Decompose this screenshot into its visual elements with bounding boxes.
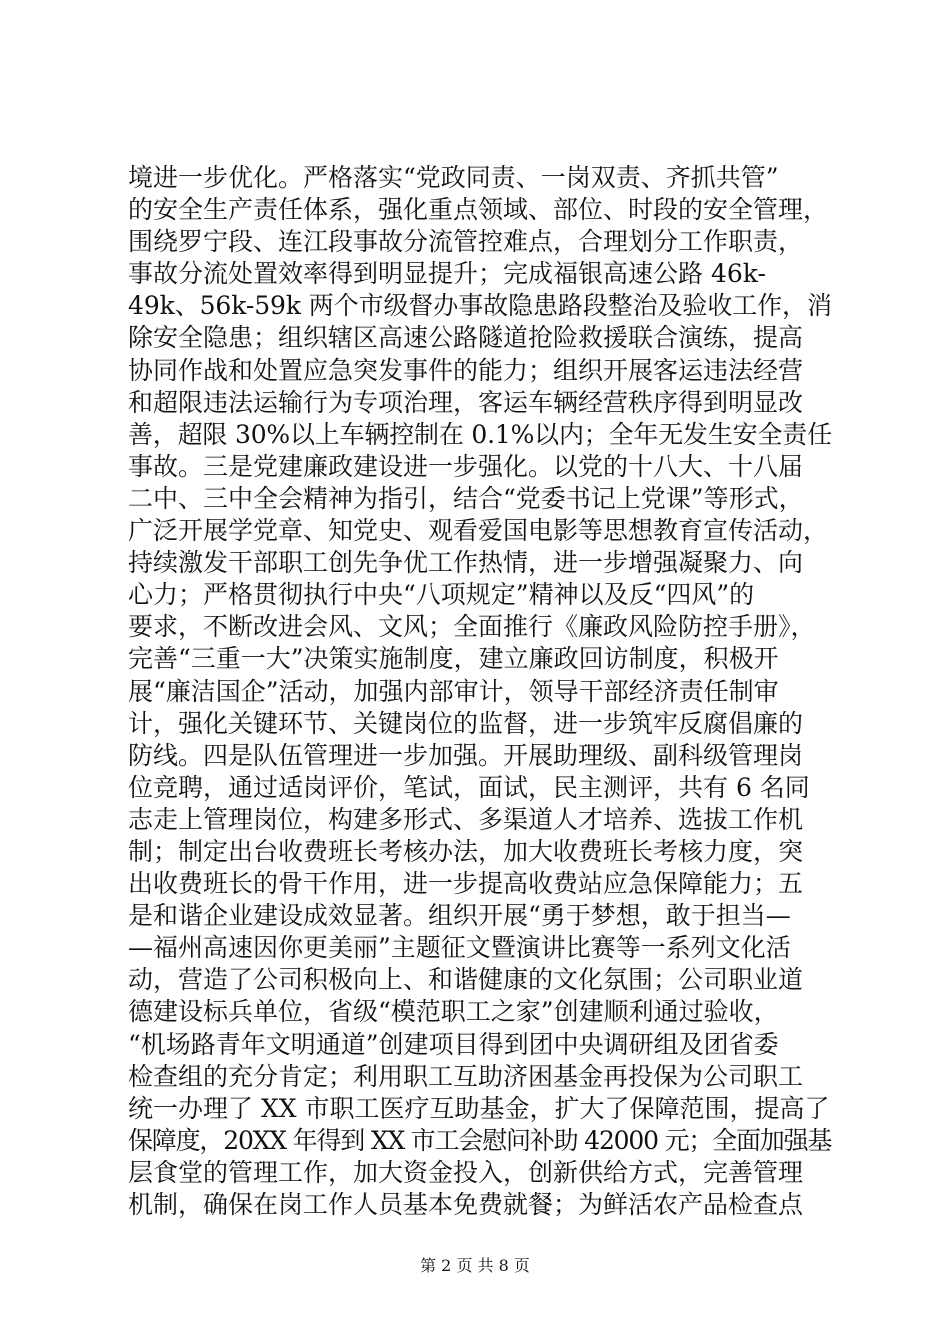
page-footer: 第 2 页 共 8 页 (420, 1256, 530, 1275)
body-paragraph (128, 162, 832, 1221)
text-line: 完善“三重一大”决策实施制度，建立廉政回访制度，积极开 (128, 644, 779, 674)
text-line: 和超限违法运输行为专项治理，客运车辆经营秩序得到明显改 (128, 387, 804, 417)
text-line: 层食堂的管理工作，加大资金投入，创新供给方式，完善管理 (128, 1157, 804, 1187)
text-line: —福州高速因你更美丽”主题征文暨演讲比赛等一系列文化活 (128, 933, 791, 963)
text-line: 制；制定出台收费班长考核办法，加大收费班长考核力度，突 (128, 836, 804, 866)
text-line: 出收费班长的骨干作用，进一步提高收费站应急保障能力；五 (128, 869, 804, 899)
text-line: 广泛开展学党章、知党史、观看爱国电影等思想教育宣传活动， (128, 516, 829, 546)
text-line: 除安全隐患；组织辖区高速公路隧道抢险救援联合演练，提高 (128, 323, 804, 353)
text-line: 持续激发干部职工创先争优工作热情，进一步增强凝聚力、向 (128, 548, 804, 578)
text-line: 检查组的充分肯定；利用职工互助济困基金再投保为公司职工 (128, 1061, 804, 1091)
text-line: 善，超限 30%以上车辆控制在 0.1%以内；全年无发生安全责任 (128, 419, 832, 449)
text-line: 是和谐企业建设成效显著。组织开展“勇于梦想，敢于担当— (128, 901, 791, 931)
text-line: 计，强化关键环节、关键岗位的监督，进一步筑牢反腐倡廉的 (128, 708, 804, 738)
text-line: 境进一步优化。严格落实“党政同责、一岗双责、齐抓共管” (128, 163, 779, 192)
text-line: 德建设标兵单位，省级“模范职工之家”创建顺利通过验收， (128, 997, 779, 1027)
text-line: 志走上管理岗位，构建多形式、多渠道人才培养、选拔工作机 (128, 804, 804, 834)
text-line: 事故分流处置效率得到明显提升；完成福银高速公路 46k- (128, 259, 766, 289)
text-line: 49k、56k-59k 两个市级督办事故隐患路段整治及验收工作，消 (128, 291, 832, 321)
text-line: 展“廉洁国企”活动，加强内部审计，领导干部经济责任制审 (128, 676, 779, 706)
text-line: 动，营造了公司积极向上、和谐健康的文化氛围；公司职业道 (128, 965, 804, 995)
text-line: 协同作战和处置应急突发事件的能力；组织开展客运违法经营 (128, 355, 804, 385)
text-line: 机制，确保在岗工作人员基本免费就餐；为鲜活农产品检查点 (128, 1190, 804, 1219)
text-line: “机场路青年文明通道”创建项目得到团中央调研组及团省委 (128, 1029, 779, 1059)
text-line: 要求，不断改进会风、文风；全面推行《廉政风险防控手册》， (128, 612, 816, 642)
text-line: 事故。三是党建廉政建设进一步强化。以党的十八大、十八届 (128, 451, 804, 481)
text-line: 统一办理了 XX 市职工医疗互助基金，扩大了保障范围，提高了 (128, 1093, 830, 1123)
text-line: 二中、三中全会精神为指引，结合“党委书记上党课”等形式， (128, 483, 804, 513)
text-line: 防线。四是队伍管理进一步加强。开展助理级、副科级管理岗 (128, 740, 804, 770)
text-line: 保障度，20XX 年得到 XX 市工会慰问补助 42000 元；全面加强基 (128, 1125, 832, 1155)
text-line: 的安全生产责任体系，强化重点领域、部位、时段的安全管理， (128, 195, 829, 225)
text-line: 心力；严格贯彻执行中央“八项规定”精神以及反“四风”的 (128, 580, 755, 610)
text-line: 围绕罗宁段、连江段事故分流管控难点，合理划分工作职责， (128, 227, 804, 257)
text-line: 位竞聘，通过适岗评价，笔试，面试，民主测评，共有 6 名同 (128, 772, 810, 802)
